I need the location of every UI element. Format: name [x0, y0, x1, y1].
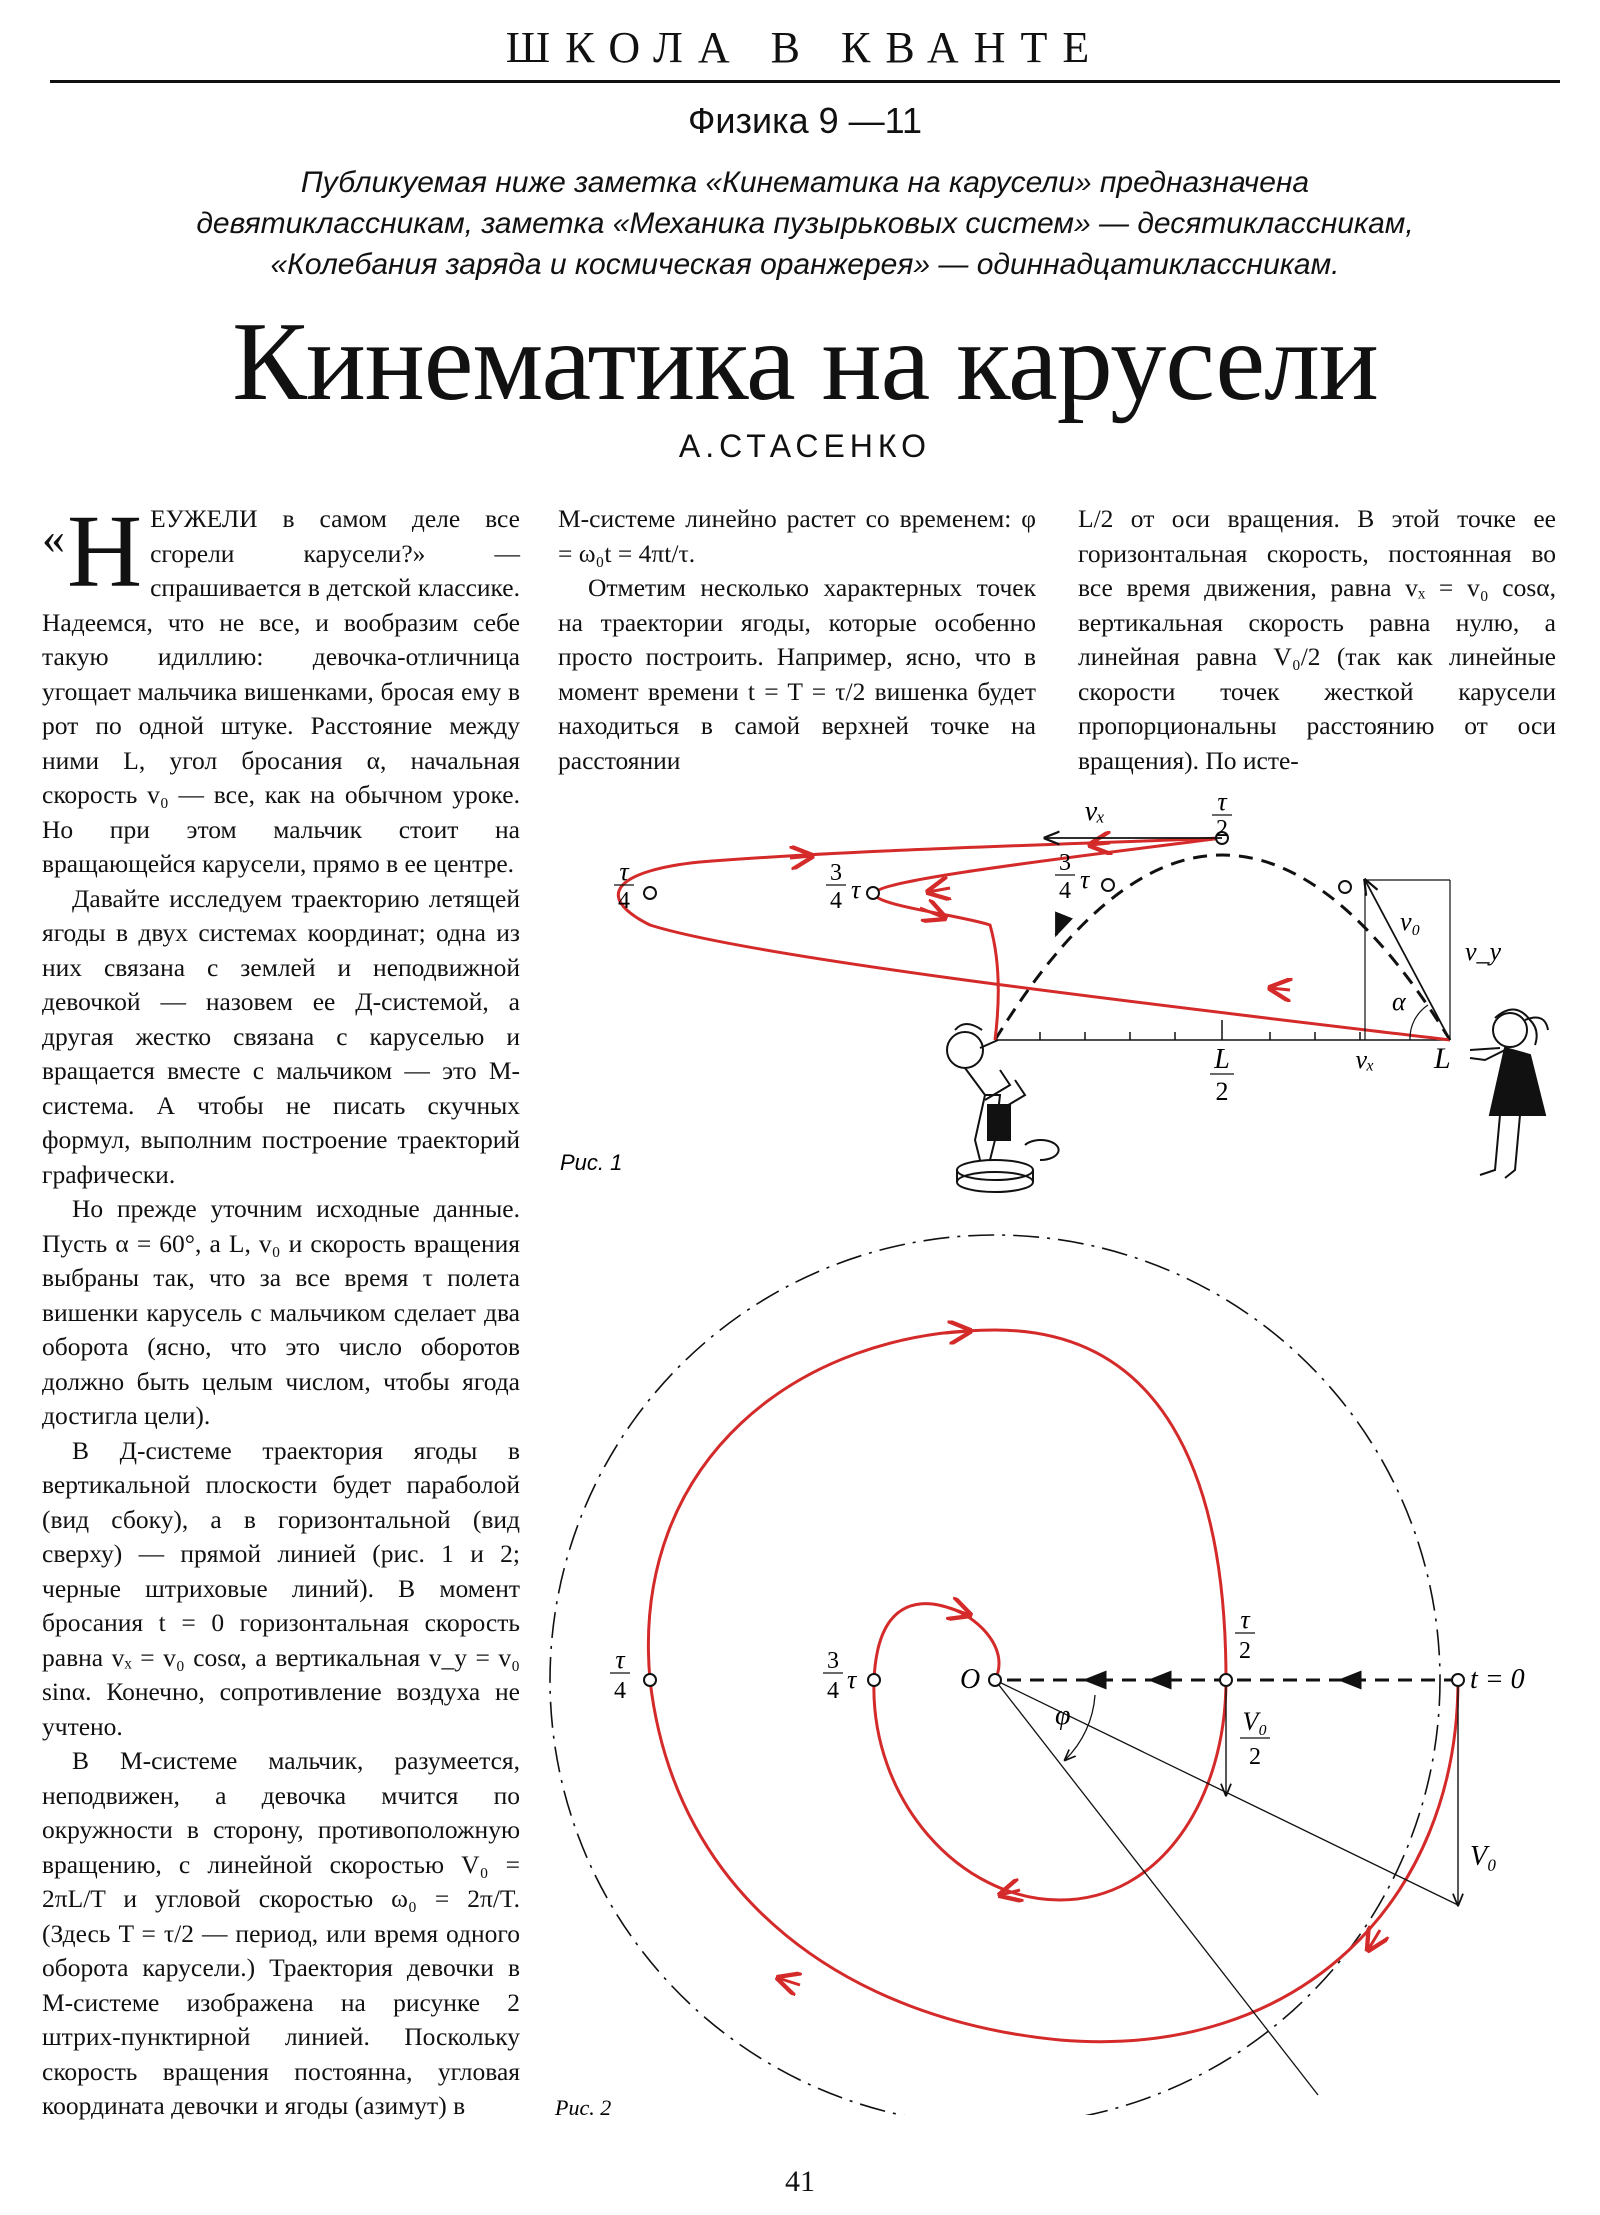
trajectory-arrow — [790, 856, 812, 858]
article-title: Кинематика на карусели — [232, 300, 1378, 424]
label-v0: v₀ — [1400, 907, 1421, 936]
figure-1-caption: Рис. 1 — [560, 1150, 623, 1175]
label-vy: v_y — [1465, 937, 1502, 966]
trajectory-arrow — [928, 888, 950, 892]
girl-illustration — [1470, 1009, 1548, 1178]
label-t0: t = 0 — [1470, 1664, 1525, 1695]
label-alpha: α — [1392, 987, 1406, 1016]
spiral-arrow — [778, 1978, 800, 1985]
rubric-divider — [50, 80, 1560, 83]
trajectory-arrow — [1090, 843, 1110, 845]
intro-line: Публикуемая ниже заметка «Кинематика на карусели» предназначена — [300, 166, 1310, 199]
parabola-arrow — [1056, 925, 1060, 935]
label-4: 4 — [830, 888, 842, 914]
text-column-2 — [558, 502, 1036, 778]
label-L: L — [1214, 1044, 1230, 1075]
paragraph: L/2 от оси вращения. В этой точке ее горизонтальная скорость, постоянная во все время движения, равна vₓ = v₀ cosα, вертикальная скорость равна нулю, а линейная равна V₀/2 (так как линейные скорости точек жесткой карусели пропорциональны расстоянию от оси вращения). По исте- — [1078, 504, 1556, 775]
dropcap-quote: « — [42, 512, 65, 563]
intro-line: «Колебания заряда и космическая оранжерея» — одиннадцатиклассникам. — [270, 248, 1340, 281]
paragraph: Давайте исследуем траекторию летящей ягоды в двух системах координат; одна из них связана с землей и неподвижной девочкой — назовем ее Д-системой, а другая жестко связана с каруселью и вращается вместе с мальчиком — это М-система. А чтобы не писать скучных формул, выполним построение траекторий графически. — [42, 883, 520, 1189]
paragraph: Но прежде уточним исходные данные. Пусть α = 60°, а L, v₀ и скорость вращения выбраны так, что за все время τ полета вишенки карусель с мальчиком сделает два оборота (ясно, что это число оборотов должно быть целым числом, чтобы ягода достигла цели). — [42, 1194, 520, 1430]
label-2: 2 — [1249, 1744, 1261, 1770]
figure-2-caption: Рис. 2 — [555, 2095, 612, 2115]
paragraph-text: ЕУЖЕЛИ в самом деле все сгорели карусели?» — спрашивается в детской классике. Надеемся, что не все, и вообразим себе такую идиллию: девочка-отличница угощает мальчика вишенками, бросая ему в рот по одной штуке. Расстояние между ними L, угол бросания α, начальная скорость v₀ — все, как на обычном уроке. Но при этом мальчик стоит на вращающейся карусели, прямо в ее центре. — [42, 504, 520, 878]
label-phi: φ — [1055, 1700, 1071, 1731]
paragraph: Отметим несколько характерных точек на траектории ягоды, которые особенно просто построить. Например, ясно, что в момент времени t = T = τ/2 вишенка будет находиться в самой верхней точке на расстоянии — [558, 573, 1036, 775]
dropcap-letter: Н — [67, 494, 143, 609]
trajectory-points — [644, 832, 1351, 899]
figure-2 — [545, 1215, 1565, 2115]
label-4: 4 — [827, 1678, 839, 1704]
rubric-title: ШКОЛА В КВАНТЕ — [505, 23, 1105, 72]
label-tau: τ — [619, 857, 629, 886]
label-tau: τ — [851, 875, 861, 904]
v0-arrow — [1365, 880, 1450, 1040]
spiral-arrow — [950, 1608, 970, 1615]
intro-line: девятиклассникам, заметка «Механика пузырьковых систем» — десятиклассникам, — [196, 207, 1414, 240]
spiral-arrow — [945, 1331, 970, 1333]
spiral-trajectory — [648, 1330, 1458, 2042]
label-2: 2 — [1239, 1638, 1251, 1664]
label-4: 4 — [614, 1678, 626, 1704]
dropcap — [42, 494, 143, 609]
paragraph: В Д-системе траектория ягоды в вертикальной плоскости будет параболой (вид сбоку), а в горизонтальной (вид сверху) — прямой линией (рис. 1 и 2; черные штриховые линий). В момент бросания t = 0 горизонтальная скорость равна vₓ = v₀ cosα, а вертикальная v_y = v₀ sinα. Конечно, сопротивление воздуха не учтено. — [42, 1435, 520, 1741]
spiral-arrow — [1368, 1930, 1380, 1950]
figure-1 — [560, 770, 1570, 1210]
label-tau: τ — [847, 1665, 857, 1694]
label-4: 4 — [1059, 878, 1071, 904]
red-trajectory-outer — [618, 838, 1450, 1040]
boy-illustration — [947, 1024, 1059, 1192]
label-4: 4 — [618, 888, 630, 914]
label-tau: τ — [1080, 865, 1090, 894]
label-2: 2 — [1215, 1077, 1229, 1106]
label-3: 3 — [830, 860, 842, 886]
label-vx-bottom: vₓ — [1355, 1045, 1375, 1074]
paragraph: М-системе линейно растет со временем: φ = ω₀t = 4πt/τ. — [558, 504, 1036, 568]
label-tau: τ — [1217, 787, 1227, 816]
label-V0: V₀ — [1470, 1841, 1497, 1872]
label-3: 3 — [827, 1648, 839, 1674]
label-L: L — [1434, 1042, 1451, 1075]
label-3: 3 — [1059, 850, 1071, 876]
section-subhead: Физика 9 —11 — [687, 100, 923, 141]
trajectory-arrow — [1270, 988, 1290, 990]
label-origin: O — [960, 1664, 981, 1695]
label-tau: τ — [615, 1645, 625, 1674]
label-2: 2 — [1216, 816, 1228, 842]
radius-line — [995, 1680, 1318, 2095]
label-V0: V₀ — [1242, 1707, 1268, 1736]
intro-block — [60, 162, 1550, 285]
text-column-1 — [42, 494, 520, 2124]
label-tau: τ — [1240, 1605, 1250, 1634]
article-author: А.СТАСЕНКО — [678, 428, 932, 464]
label-vx-top: vₓ — [1084, 796, 1106, 827]
text-column-3 — [1078, 502, 1556, 778]
red-trajectory-inner — [875, 838, 1222, 1040]
page-number: 41 — [785, 2165, 815, 2198]
paragraph: В М-системе мальчик, разумеется, неподвижен, а девочка мчится по окружности в сторону, противоположную вращению, с линейной скоростью V₀ = 2πL/T и угловой скоростью ω₀ = 2π/T. (Здесь T = τ/2 — период, или время одного оборота карусели.) Траектория девочки в М-системе изображена на рисунке 2 штрих-пунктирной линией. Поскольку скорость вращения постоянна, угловая координата девочки и ягоды (азимут) в — [42, 1746, 520, 2120]
paragraph — [42, 494, 520, 882]
